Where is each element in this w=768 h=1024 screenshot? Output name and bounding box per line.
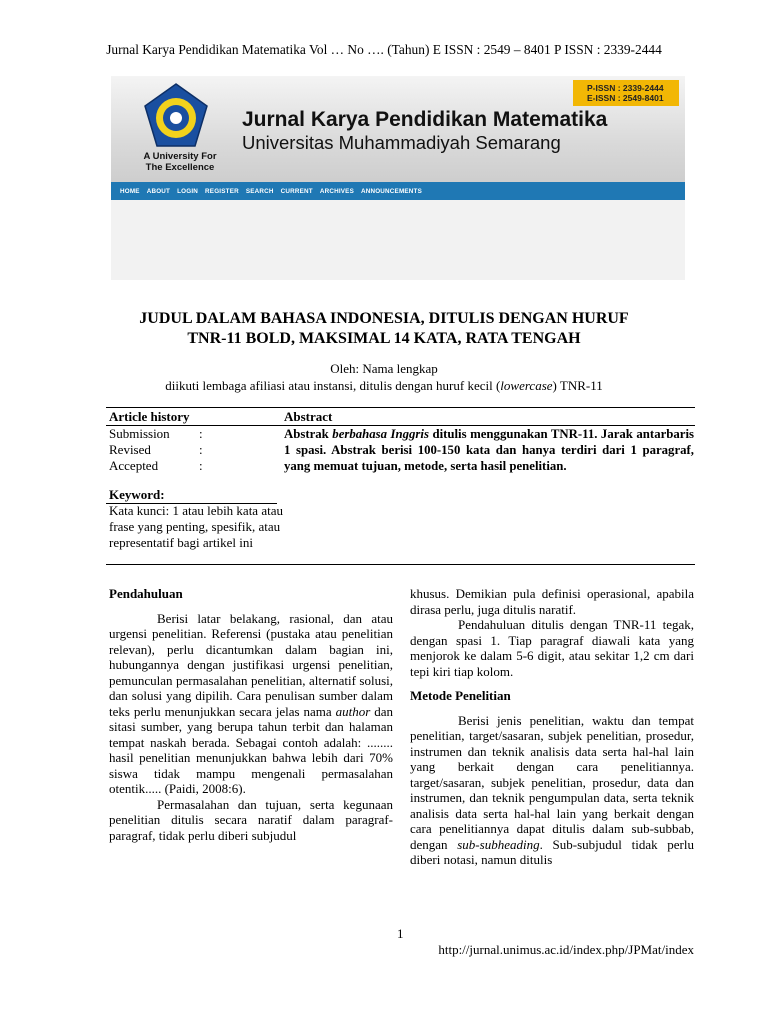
paragraph-5 (410, 713, 694, 868)
nav-home[interactable]: HOME (120, 187, 140, 195)
p-issn: P-ISSN : 2339-2444 (587, 83, 664, 93)
nav-login[interactable]: LOGIN (177, 187, 199, 195)
university-logo-icon (141, 82, 211, 150)
nav-archives[interactable]: ARCHIVES (319, 187, 354, 195)
tagline-line-2: The Excellence (145, 162, 215, 173)
footer-url[interactable]: http://jurnal.unimus.ac.id/index.php/JPMat/index (438, 942, 694, 957)
nav-current[interactable]: CURRENT (280, 187, 313, 195)
page-number: 1 (397, 926, 404, 941)
paragraph-1-italic: author (335, 703, 371, 719)
university-tagline (135, 151, 225, 173)
affiliation-tail: ) TNR-11 (552, 378, 603, 393)
journal-subtitle: Universitas Muhammadiyah Semarang (242, 132, 561, 153)
nav-search[interactable]: SEARCH (245, 187, 274, 195)
running-header: Jurnal Karya Pendidikan Matematika Vol … No …. (Tahun) E ISSN : 2549 – 8401 P ISSN : 2339-2444 (106, 42, 662, 57)
banner-nav (111, 182, 685, 200)
abstract-text (284, 426, 694, 474)
history-colon: : (199, 426, 203, 441)
abstract-header: Abstract (284, 409, 333, 424)
paragraph-1 (109, 611, 393, 797)
nav-announcements[interactable]: ANNOUNCEMENTS (360, 187, 422, 195)
body-column-left (109, 586, 393, 843)
banner-strip (111, 200, 685, 280)
nav-register[interactable]: REGISTER (205, 187, 239, 195)
history-accepted: Accepted (109, 458, 159, 473)
article-title (0, 309, 768, 349)
paragraph-5-tail: . Sub-subjudul tidak perlu diberi notasi, namun ditulis (410, 836, 694, 867)
history-colon: : (199, 442, 203, 457)
journal-banner (111, 76, 685, 200)
article-title-line-1: JUDUL DALAM BAHASA INDONESIA, DITULIS DENGAN HURUF (139, 310, 629, 327)
abstract-part-1: Abstrak (284, 427, 333, 441)
keyword-header: Keyword: (109, 487, 165, 502)
paragraph-3: khusus. Demikian pula definisi operasional, apabila dirasa perlu, juga ditulis naratif. (410, 586, 694, 617)
history-submission: Submission (109, 426, 170, 441)
article-info-table (106, 407, 695, 565)
article-title-line-2: TNR-11 BOLD, MAKSIMAL 14 KATA, RATA TENGAH (187, 330, 581, 347)
journal-title: Jurnal Karya Pendidikan Matematika (242, 108, 608, 131)
history-colon: : (199, 458, 203, 473)
author-line: Oleh: Nama lengkap (330, 361, 438, 376)
history-revised: Revised (109, 442, 151, 457)
e-issn: E-ISSN : 2549-8401 (587, 93, 664, 103)
affiliation-text: diikuti lembaga afiliasi atau instansi, ditulis dengan huruf kecil ( (165, 378, 501, 393)
issn-badge (573, 80, 679, 106)
affiliation-italic: lowercase (500, 378, 553, 393)
metode-heading: Metode Penelitian (410, 688, 511, 703)
affiliation-line (0, 378, 768, 394)
abstract-italic: berbahasa Inggris (332, 427, 429, 441)
pendahuluan-heading: Pendahuluan (109, 586, 183, 601)
abstract-part-2: ditulis menggunakan TNR-11. Jarak antarbaris 1 spasi. Abstrak berisi 100-150 kata dan hanya terdiri dari 1 paragraf, yang memuat tujuan, metode, serta hasil penelitian. (284, 427, 694, 473)
paragraph-1-text: Berisi latar belakang, rasional, dan atau urgensi penelitian. Referensi (pustaka atau penelitian relevan), perlu dicantumkan dalam bagian ini, hubungannya dengan justifikasi urgensi penelitian, pemunculan permasalahan penelitian, alternatif solusi, dan solusi yang dipilih. Cara penulisan sumber dalam teks perlu menunjukkan secara jelas nama (109, 610, 393, 719)
nav-about[interactable]: ABOUT (146, 187, 171, 195)
body-column-right (410, 586, 694, 868)
paragraph-4: Pendahuluan ditulis dengan TNR-11 tegak, dengan spasi 1. Tiap paragraf diawali kata yang menjorok ke dalam 5-6 digit, atau sekitar 1,2 cm dari tepi kiri tiap kolom. (410, 617, 694, 679)
paragraph-2: Permasalahan dan tujuan, serta kegunaan penelitian ditulis secara naratif dalam paragraf-paragraf, tidak perlu diberi subjudul (109, 796, 393, 843)
keyword-text: Kata kunci: 1 atau lebih kata atau frase yang penting, spesifik, atau representatif bagi artikel ini (109, 503, 283, 550)
tagline-line-1: A University For (143, 151, 217, 162)
paragraph-5-italic: sub-subheading (457, 836, 540, 852)
paragraph-5-text: Berisi jenis penelitian, waktu dan tempat penelitian, target/sasaran, subjek penelitian, prosedur, instrumen dan teknik analisis data serta hal-hal lain yang berkait dengan cara penelitiannya. target/sasaran, subjek penelitian, prosedur, data dan instrumen, dan teknik pengumpulan data, serta teknik analisis data serta hal-hal lain yang berkait dengan cara penelitiannya dapat ditulis dalam sub-subbab, dengan (410, 712, 694, 852)
article-history-header: Article history (109, 409, 190, 424)
paragraph-1-tail: dan sitasi sumber, yang berupa tahun terbit dan halaman tempat naskah berada. Sebagai contoh adalah: ........ hasil penelitian menunjukkan bahwa lebih dari 70% siswa tidak mampu mengenali permasalahan otentik..... (Paidi, 2008:6). (109, 703, 393, 796)
